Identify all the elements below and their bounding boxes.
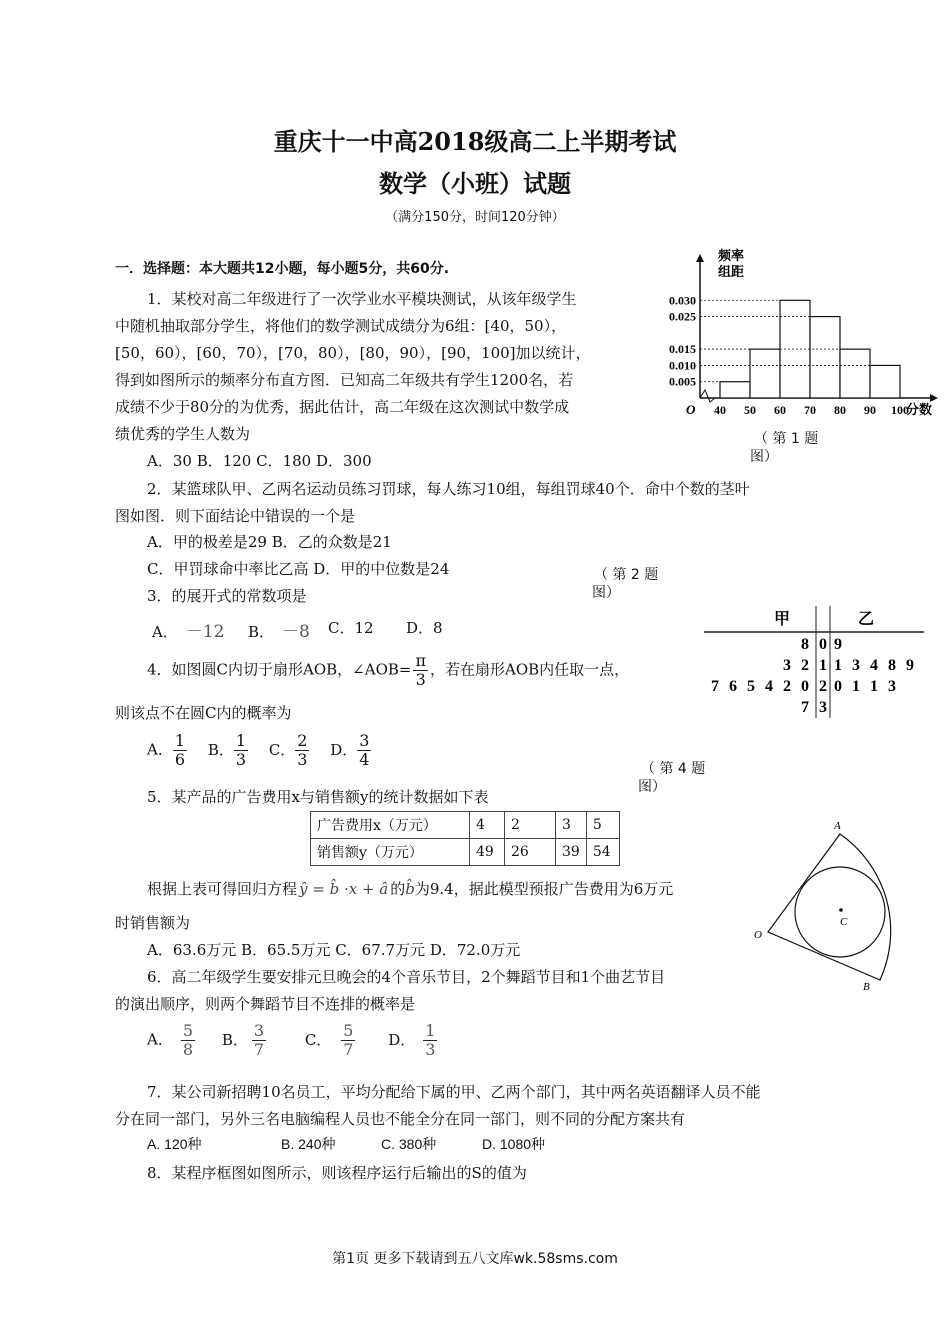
table-row [311, 839, 620, 866]
x-tick-label: 40 [714, 403, 726, 417]
q5-formula-line: 根据上表可得回归方程 ŷ = b̂ ·x + â 的b̂为9.4，据此模型预报广告费用为6万元 [147, 880, 674, 898]
table-row [311, 812, 620, 839]
q7-line: 分在同一部门，另外三名电脑编程人员也不能全分在同一部门，则不同的分配方案共有 [115, 1110, 686, 1128]
stem-leaf-left: 3 2 [783, 657, 812, 674]
q1-line: 绩优秀的学生人数为 [115, 425, 251, 443]
table-cell: 54 [586, 839, 619, 866]
exam-subtitle: 数学（小班）试题 [379, 169, 571, 198]
q6-options: A． $\frac{5}{8}$ B． $\frac{3}{7}$ C． $\frac{5}{7}$ D． $\frac{1}{3}$ [147, 1021, 436, 1059]
q2-line: 2．某篮球队甲、乙两名运动员练习罚球，每人练习10组，每组罚球40个．命中个数的茎叶 [147, 480, 750, 498]
data-table [310, 811, 620, 866]
q5-options: A．63.6万元 B．65.5万元 C．67.7万元 D．72.0万元 [147, 941, 521, 959]
q4-line: 4．如图圆C内切于扇形AOB，∠AOB= $\frac{\pi}{3}$ ，若在扇形AOB内任取一点， [147, 651, 630, 689]
stem-leaf-right: 0 1 1 3 [834, 678, 899, 695]
q3-option-d: D．8 [406, 619, 443, 637]
q7-line: 7．某公司新招聘10名员工，平均分配给下属的甲、乙两个部门，其中两名英语翻译人员不能 [147, 1083, 761, 1101]
histogram-chart [648, 248, 942, 424]
label-b: B [863, 981, 870, 993]
q5-line2: 时销售额为 [115, 914, 191, 932]
table-cell: 2 [505, 812, 556, 839]
y-label-bottom: 组距 [718, 264, 745, 279]
q1-line: [50，60），[60，70），[70，80），[80，90），[90，100]加以统计， [115, 344, 591, 362]
q6-line: 6．高二年级学生要安排元旦晚会的4个音乐节目，2个舞蹈节目和1个曲艺节目 [147, 968, 666, 986]
stem-leaf-head-right: 乙 [858, 611, 875, 628]
q1-line: 中随机抽取部分学生，将他们的数学测试成绩分为6组：[40，50）， [115, 317, 567, 335]
fig1-caption: 图） [750, 449, 778, 465]
x-axis-arrow [930, 394, 938, 402]
x-tick-label: 80 [834, 403, 846, 417]
table-cell: 销售额y（万元） [311, 839, 470, 866]
stem-leaf-plot [700, 602, 928, 720]
q5-intro: 5．某产品的广告费用x与销售额y的统计数据如下表 [147, 788, 489, 806]
stem-leaf-left: 7 [801, 699, 812, 716]
q2-options: C．甲罚球命中率比乙高 D．甲的中位数是24 [147, 560, 450, 578]
y-tick-label: 0.005 [669, 374, 696, 389]
y-label-top: 频率 [718, 248, 745, 263]
q1-line: 成绩不少于80分的为优秀，据此估计，高二年级在这次测试中数学成 [115, 398, 570, 416]
table-cell: 3 [556, 812, 587, 839]
stem-leaf-left: 8 [801, 636, 812, 653]
q3-option-a: A． －12 [152, 622, 225, 642]
q3-option-b: B． －8 [248, 622, 310, 642]
table-cell: 广告费用x（万元） [311, 812, 470, 839]
exam-title: 重庆十一中高2018级高二上半期考试 [273, 127, 677, 156]
y-tick-label: 0.030 [669, 293, 696, 308]
histogram-bar [810, 317, 840, 398]
q2-options: A．甲的极差是29 B．乙的众数是21 [147, 533, 392, 551]
regression-formula: ŷ = b̂ ·x + â [299, 880, 389, 898]
q1-line: 1．某校对高二年级进行了一次学业水平模块测试，从该年级学生 [147, 290, 577, 308]
q1-options: A．30 B．120 C．180 D．300 [147, 452, 372, 470]
label-o: O [754, 929, 762, 941]
x-tick-label: 70 [804, 403, 816, 417]
histogram-bar [870, 365, 900, 398]
q8-text: 8．某程序框图如图所示，则该程序运行后输出的S的值为 [147, 1164, 527, 1182]
stem-leaf-head-left: 甲 [774, 611, 791, 628]
axis-break [700, 390, 715, 402]
q1-line: 得到如图所示的频率分布直方图．已知高二年级共有学生1200名，若 [115, 371, 574, 389]
stem-leaf-stem: 1 [819, 657, 827, 674]
page-footer: 第1页 更多下载请到五八文库wk.58sms.com [332, 1251, 618, 1267]
fig4-caption: （ 第 4 题 [641, 761, 706, 777]
y-tick-label: 0.025 [669, 309, 696, 324]
x-tick-label: 100 [891, 403, 909, 417]
x-tick-label: 90 [864, 403, 876, 417]
section-heading: 一．选择题：本大题共12小题，每小题5分，共60分. [115, 261, 450, 277]
x-tick-label: 60 [774, 403, 786, 417]
fig2-caption: 图） [592, 585, 620, 601]
q3-option-c: C．12 [328, 619, 374, 637]
fig4-caption: 图） [638, 779, 666, 795]
stem-leaf-right: 1 3 4 8 9 [834, 657, 917, 674]
sector-figure [748, 808, 928, 994]
label-a: A [834, 820, 841, 832]
table-cell: 39 [556, 839, 587, 866]
histogram-bar [840, 349, 870, 398]
fig1-caption: （ 第 1 题 [754, 431, 819, 447]
x-tick-label: 50 [744, 403, 756, 417]
histogram-bar [750, 349, 780, 398]
table-cell: 5 [586, 812, 619, 839]
label-c: C [840, 916, 848, 928]
table-cell: 4 [470, 812, 505, 839]
y-tick-label: 0.015 [669, 342, 696, 357]
histogram-bar [720, 382, 750, 398]
q7-option-d: D. 1080种 [482, 1136, 546, 1152]
q2-line: 图如图．则下面结论中错误的一个是 [115, 507, 356, 525]
y-axis-arrow [696, 254, 704, 262]
q7-option-c: C. 380种 [381, 1136, 437, 1152]
table-cell: 49 [470, 839, 505, 866]
stem-leaf-stem: 0 [819, 636, 827, 653]
y-tick-label: 0.010 [669, 358, 696, 373]
q7-option-a: A. 120种 [147, 1136, 202, 1152]
stem-leaf-stem: 2 [819, 678, 827, 695]
stem-leaf-stem: 3 [819, 699, 827, 716]
q7-option-b: B. 240种 [281, 1136, 336, 1152]
x-label: 分数 [906, 402, 933, 417]
fig2-caption: （ 第 2 题 [594, 567, 659, 583]
stem-leaf-right: 9 [834, 636, 845, 653]
q6-line: 的演出顺序，则两个舞蹈节目不连排的概率是 [115, 995, 416, 1013]
origin-label: O [686, 402, 696, 417]
exam-note: （满分150分，时间120分钟） [385, 210, 565, 225]
q3-text: 3．的展开式的常数项是 [147, 587, 307, 605]
q4-options: A． $\frac{1}{6}$ B． $\frac{1}{3}$ C． $\frac{2}{3}$ D． $\frac{3}{4}$ [147, 731, 370, 769]
q4-line2: 则该点不在圆C内的概率为 [115, 704, 292, 722]
table-cell: 26 [505, 839, 556, 866]
stem-leaf-left: 7 6 5 4 2 0 [711, 678, 812, 695]
